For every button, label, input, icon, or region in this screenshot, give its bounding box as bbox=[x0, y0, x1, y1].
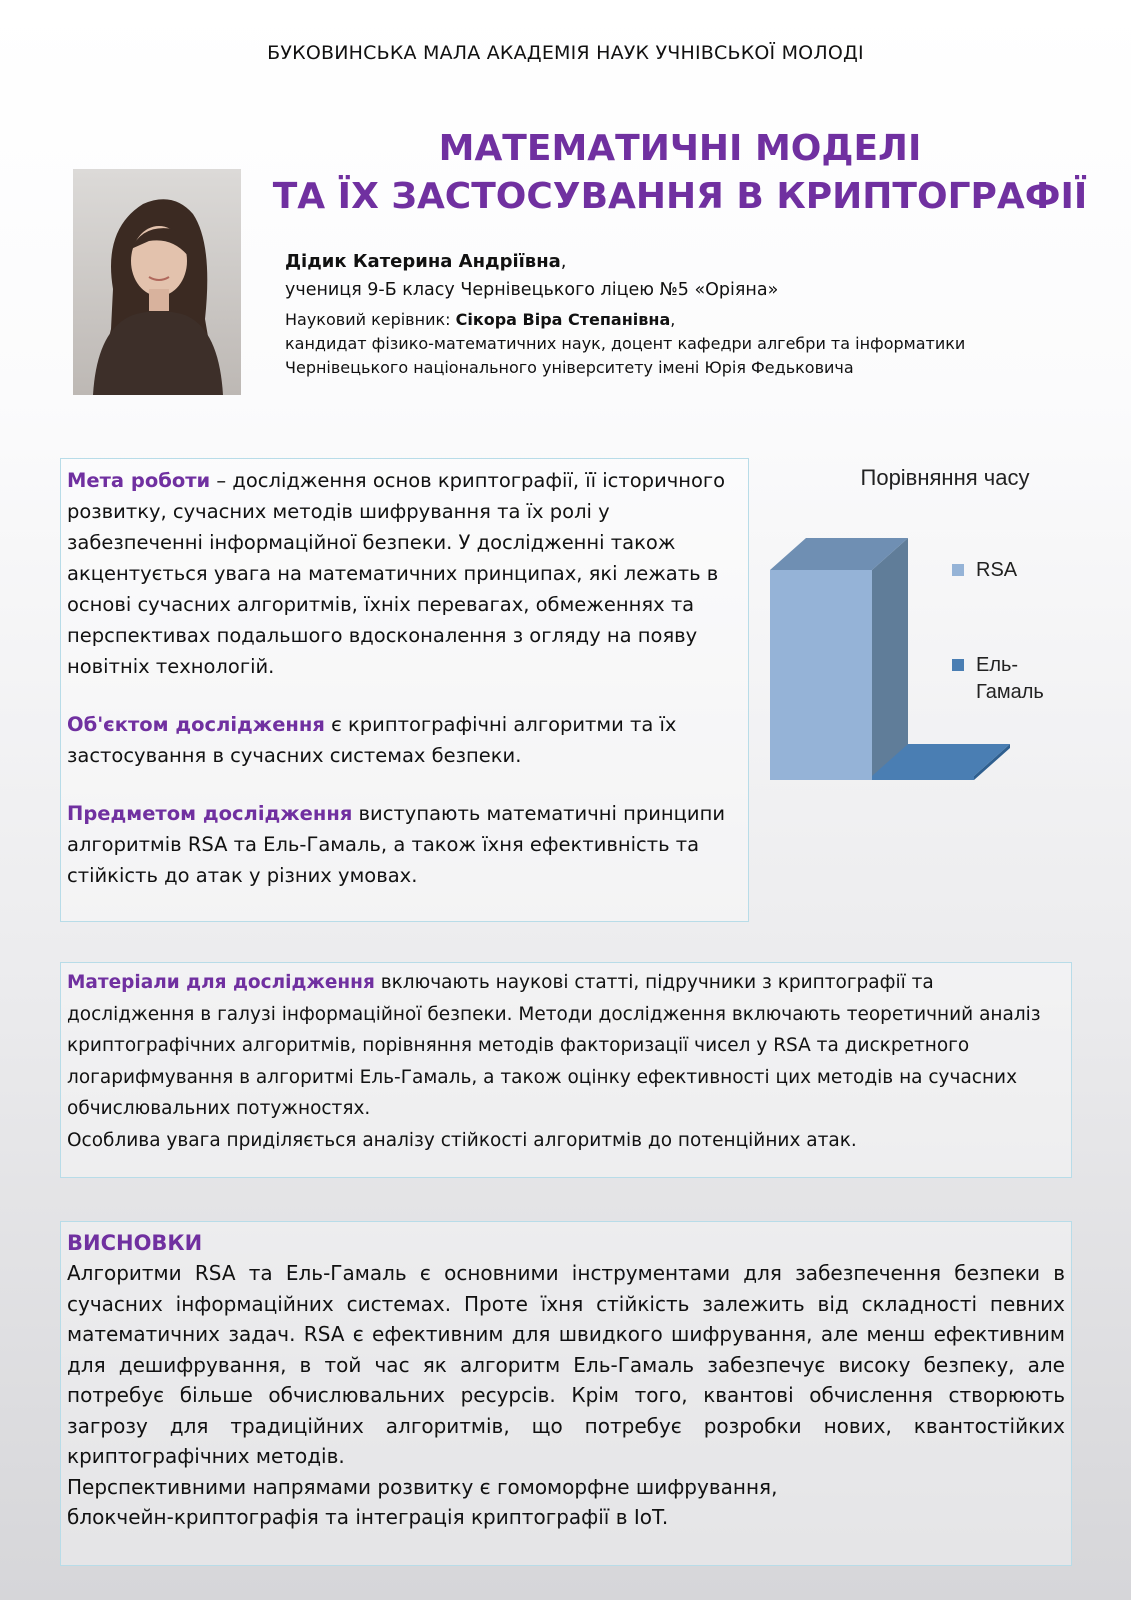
materials-label: Матеріали для дослідження bbox=[67, 972, 375, 993]
object-label: Об'єктом дослідження bbox=[67, 713, 325, 736]
bar-side bbox=[872, 538, 908, 780]
author-name-suffix: , bbox=[560, 251, 567, 272]
portrait-image bbox=[73, 169, 241, 395]
materials-text: включають наукові статті, підручники з криптографії та дослідження в галузі інформаційної безпеки. Методи дослідження включають теоретичний аналіз криптографічних алгоритмів, порівняння методів факторизації чисел у RSA та дискретного логарифмування в алгоритмі Ель-Гамаль, а також оцінку ефективності цих методів на сучасних обчислювальних потужностях. bbox=[67, 972, 1041, 1119]
subject-paragraph bbox=[67, 798, 742, 891]
author-name-line bbox=[285, 248, 1085, 276]
goal-text: – дослідження основ криптографії, її історичного розвитку, сучасних методів шифрування та їх ролі у забезпеченні інформаційної безпеки. У дослідженні також акцентується увага на математичних принципах, які лежать в основі сучасних алгоритмів, їхніх перевагах, обмеженнях та перспективах подальшого вдосконалення з огляду на появу новітніх технологій. bbox=[67, 469, 726, 678]
title-line-2: ТА ЇХ ЗАСТОСУВАННЯ В КРИПТОГРАФІЇ bbox=[272, 176, 1088, 217]
subject-label: Предметом дослідження bbox=[67, 802, 353, 825]
supervisor-label: Науковий керівник: bbox=[285, 310, 456, 329]
chart-svg bbox=[770, 458, 1100, 838]
materials-paragraph-2: Особлива увага приділяється аналізу стійкості алгоритмів до потенційних атак. bbox=[67, 1129, 857, 1151]
supervisor-line bbox=[285, 308, 1085, 332]
materials-box bbox=[60, 962, 1072, 1178]
time-comparison-chart bbox=[770, 458, 1100, 838]
bar-front bbox=[770, 570, 872, 780]
author-name: Дідик Катерина Андріївна bbox=[285, 251, 561, 272]
legend-label: Ель- bbox=[976, 654, 1019, 676]
bar-rsa bbox=[770, 538, 908, 780]
supervisor-title: кандидат фізико-математичних наук, доцент кафедри алгебри та інформатики bbox=[285, 334, 966, 353]
page-title bbox=[250, 125, 1110, 221]
academy-header: БУКОВИНСЬКА МАЛА АКАДЕМІЯ НАУК УЧНІВСЬКОЇ МОЛОДІ bbox=[267, 42, 864, 64]
legend-swatch bbox=[952, 659, 964, 671]
conclusions-text-last-1: Перспективними напрямами розвитку є гомоморфне шифрування, bbox=[67, 1474, 778, 1499]
materials-paragraph bbox=[67, 967, 1065, 1125]
supervisor-org: Чернівецького національного університету імені Юрія Федьковича bbox=[285, 358, 854, 377]
conclusions-text-last-2: блокчейн-криптографія та інтеграція криптографії в IoT. bbox=[67, 1505, 669, 1529]
goal-label: Мета роботи bbox=[67, 469, 211, 492]
author-photo bbox=[73, 169, 241, 395]
author-info bbox=[285, 248, 1085, 380]
legend-item-rsa bbox=[952, 559, 1018, 581]
conclusions-text: Алгоритми RSA та Ель-Гамаль є основними інструментами для забезпечення безпеки в сучасних інформаційних системах. Проте їхня стійкість залежить від складності певних математичних задач. RSA є ефективним для швидкого шифрування, але менш ефективним для дешифрування, в той час як алгоритм Ель-Гамаль забезпечує високу безпеку, але потребує більше обчислювальних ресурсів. Крім того, квантові обчислення створюють загрозу для традиційних алгоритмів, що потребує розробки нових, квантостійких криптографічних методів. bbox=[67, 1261, 1065, 1468]
title-line-1: МАТЕМАТИЧНІ МОДЕЛІ bbox=[438, 128, 922, 169]
supervisor-suffix: , bbox=[670, 310, 676, 329]
conclusions-heading: ВИСНОВКИ bbox=[67, 1231, 203, 1255]
legend-label: RSA bbox=[976, 559, 1018, 581]
conclusions-box bbox=[60, 1221, 1072, 1566]
goal-box bbox=[60, 458, 749, 922]
legend-label: Гамаль bbox=[976, 681, 1044, 703]
bar-front bbox=[872, 776, 974, 780]
author-affiliation: учениця 9-Б класу Чернівецького ліцею №5 «Оріяна» bbox=[285, 280, 779, 300]
chart-title: Порівняння часу bbox=[860, 465, 1030, 490]
goal-paragraph bbox=[67, 465, 742, 682]
legend-item-el-gamal bbox=[952, 654, 1044, 703]
supervisor-name: Сікора Віра Степанівна bbox=[455, 310, 671, 329]
object-text: є криптографічні алгоритми та їх застосування в сучасних системах безпеки. bbox=[67, 713, 677, 767]
legend-swatch bbox=[952, 564, 964, 576]
subject-text: виступають математичні принципи алгоритмів RSA та Ель-Гамаль, а також їхня ефективність та стійкість до атак у різних умовах. bbox=[67, 802, 726, 887]
object-paragraph bbox=[67, 709, 742, 771]
